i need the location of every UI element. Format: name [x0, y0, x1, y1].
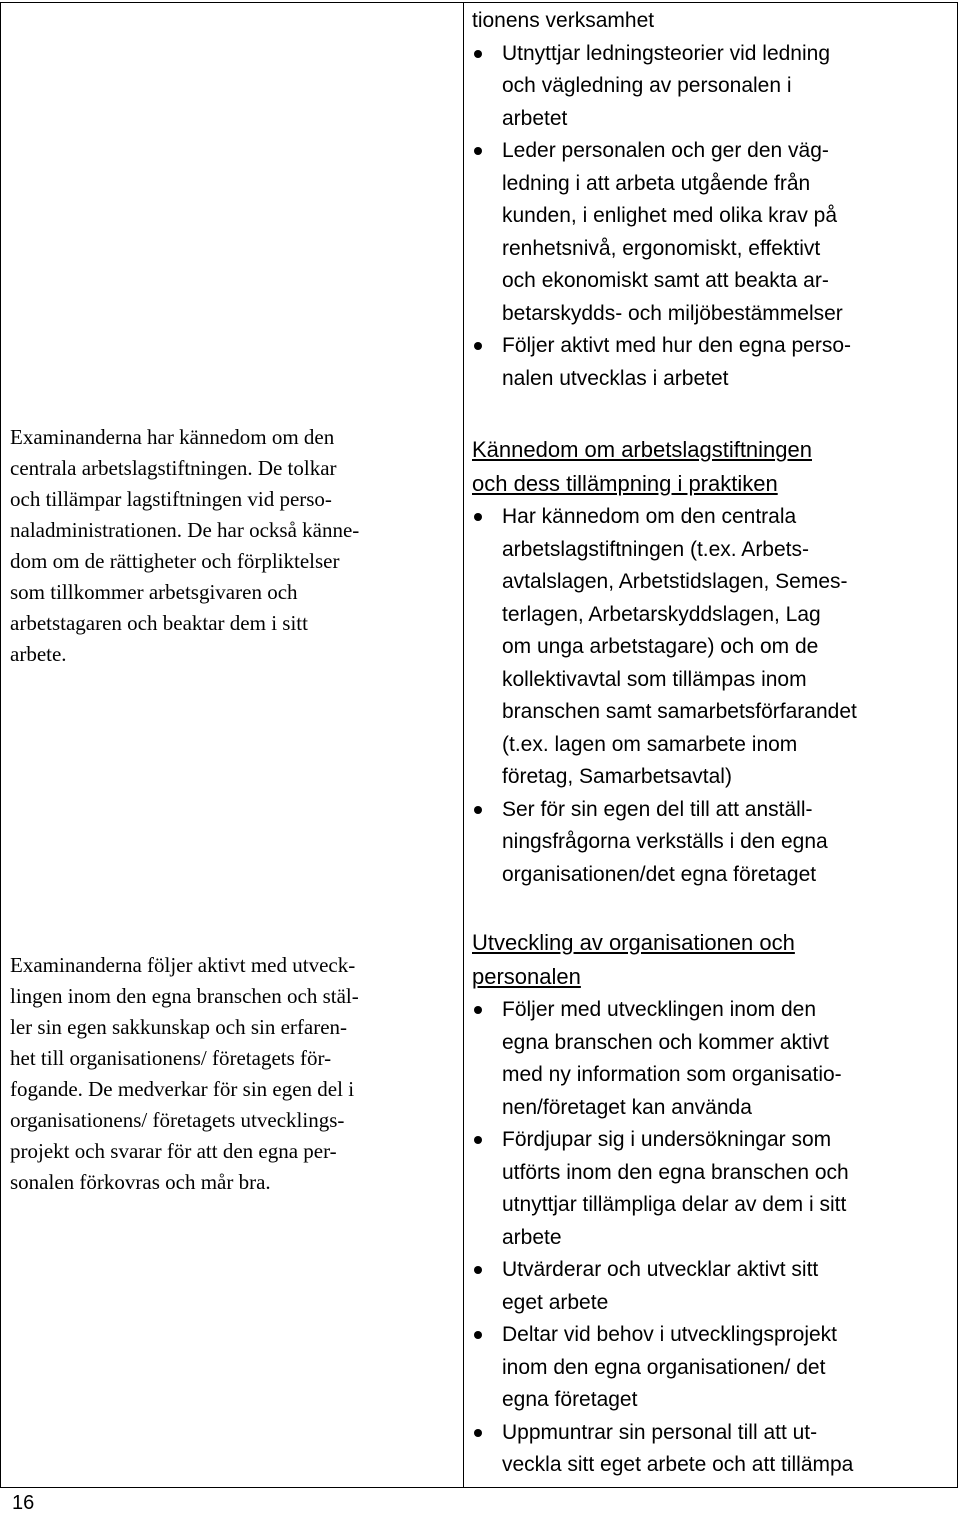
labor-law-list: [472, 501, 958, 891]
text-line: Leder personalen och ger den väg-: [502, 139, 829, 162]
text-line: utnyttjar tillämpliga delar av dem i sitt: [502, 1193, 847, 1216]
text-line: arbete.: [10, 642, 67, 666]
bullet-item: [472, 994, 958, 1124]
text-line: utförts inom den egna branschen och: [502, 1160, 849, 1184]
text-line: naladministrationen. De har också känne-: [10, 518, 360, 542]
left-para-1: [10, 422, 458, 670]
bullet-item: [472, 135, 958, 330]
text-line: arbetstagaren och beaktar dem i sitt: [10, 611, 308, 635]
left-para-2: [10, 950, 458, 1198]
text-line: arbete: [502, 1225, 562, 1249]
text-line: kunden, i enlighet med olika krav på: [502, 204, 838, 227]
bullet-item: [472, 501, 958, 794]
text-line: Deltar vid behov i utvecklingsprojekt: [502, 1323, 837, 1346]
text-line: lingen inom den egna branschen och stäl-: [10, 984, 359, 1008]
text-line: (t.ex. lagen om samarbete inom: [502, 732, 798, 756]
right-section-labor-law: [472, 433, 958, 891]
bullet-item: [472, 38, 958, 136]
text-line: och dess tillämpning i praktiken: [472, 471, 778, 496]
column-divider: [463, 3, 464, 1487]
right-section-leadership: [472, 5, 958, 395]
text-line: veckla sitt eget arbete och att tillämpa: [502, 1453, 854, 1476]
text-line: renhetsnivå, ergonomiskt, effektivt: [502, 236, 821, 260]
text-line: nalen utvecklas i arbetet: [502, 366, 729, 390]
text-line: eget arbete: [502, 1290, 609, 1314]
text-line: ler sin egen sakkunskap och sin erfaren-: [10, 1015, 348, 1039]
text-line: Följer aktivt med hur den egna perso-: [502, 334, 852, 357]
text-line: Utveckling av organisationen och: [472, 930, 795, 955]
text-line: nen/företaget kan använda: [502, 1095, 752, 1119]
text-line: het till organisationens/ företagets för-: [10, 1046, 332, 1070]
bullet-item: [472, 1254, 958, 1319]
text-line: inom den egna organisationen/ det: [502, 1355, 826, 1379]
text-line: ningsfrågorna verkställs i den egna: [502, 830, 828, 853]
text-line: fogande. De medverkar för sin egen del i: [10, 1077, 355, 1101]
text-line: och ekonomiskt samt att beakta ar-: [502, 269, 829, 292]
text-line: om unga arbetstagare) och om de: [502, 635, 819, 658]
text-line: egna branschen och kommer aktivt: [502, 1030, 829, 1054]
text-line: Följer med utvecklingen inom den: [502, 998, 816, 1021]
text-line: med ny information som organisatio-: [502, 1063, 842, 1086]
bullet-item: [472, 1417, 958, 1482]
text-line: företag, Samarbetsavtal): [502, 765, 732, 788]
left-paragraph-development: [10, 950, 458, 1198]
page-number: 16: [12, 1492, 35, 1514]
development-heading: [472, 926, 958, 994]
text-line: Har kännedom om den centrala: [502, 505, 797, 528]
text-line: Examinanderna följer aktivt med utveck-: [10, 953, 356, 977]
text-line: sonalen förkovras och mår bra.: [10, 1170, 271, 1194]
text-line: Utnyttjar ledningsteorier vid ledning: [502, 41, 831, 65]
left-paragraph-labor-law: [10, 422, 458, 670]
text-line: organisationens/ företagets utvecklings-: [10, 1108, 345, 1132]
text-line: personalen: [472, 964, 581, 989]
text-line: organisationen/det egna företaget: [502, 862, 817, 886]
text-line: dom om de rättigheter och förpliktelser: [10, 549, 340, 573]
text-line: Uppmuntrar sin personal till att ut-: [502, 1420, 818, 1444]
text-line: branschen samt samarbetsförfarandet: [502, 700, 857, 723]
text-line: egna företaget: [502, 1388, 638, 1411]
text-line: tionens verksamhet: [472, 9, 655, 32]
development-list: [472, 994, 958, 1482]
text-line: och tillämpar lagstiftningen vid perso-: [10, 487, 332, 511]
continuation-text: [472, 5, 958, 38]
text-line: kollektivavtal som tillämpas inom: [502, 667, 807, 691]
text-line: Utvärderar och utvecklar aktivt sitt: [502, 1258, 819, 1281]
text-line: centrala arbetslagstiftningen. De tolkar: [10, 456, 337, 480]
text-line: och vägledning av personalen i: [502, 74, 792, 97]
bullet-item: [472, 1319, 958, 1417]
text-line: Kännedom om arbetslagstiftningen: [472, 437, 812, 462]
text-line: Examinanderna har kännedom om den: [10, 425, 335, 449]
text-line: Fördjupar sig i undersökningar som: [502, 1128, 832, 1151]
text-line: avtalslagen, Arbetstidslagen, Semes-: [502, 570, 848, 593]
text-line: Ser för sin egen del till att anställ-: [502, 797, 813, 821]
right-section-development: [472, 926, 958, 1482]
text-line: som tillkommer arbetsgivaren och: [10, 580, 298, 604]
text-line: arbetet: [502, 106, 568, 130]
text-line: ledning i att arbeta utgående från: [502, 171, 811, 195]
text-line: arbetslagstiftningen (t.ex. Arbets-: [502, 537, 809, 561]
bullet-item: [472, 330, 958, 395]
text-line: terlagen, Arbetarskyddslagen, Lag: [502, 602, 821, 626]
text-line: betarskydds- och miljöbestämmelser: [502, 301, 843, 325]
text-line: projekt och svarar för att den egna per-: [10, 1139, 337, 1163]
labor-law-heading: [472, 433, 958, 501]
bullet-item: [472, 1124, 958, 1254]
bullet-item: [472, 794, 958, 892]
leadership-list: [472, 38, 958, 396]
